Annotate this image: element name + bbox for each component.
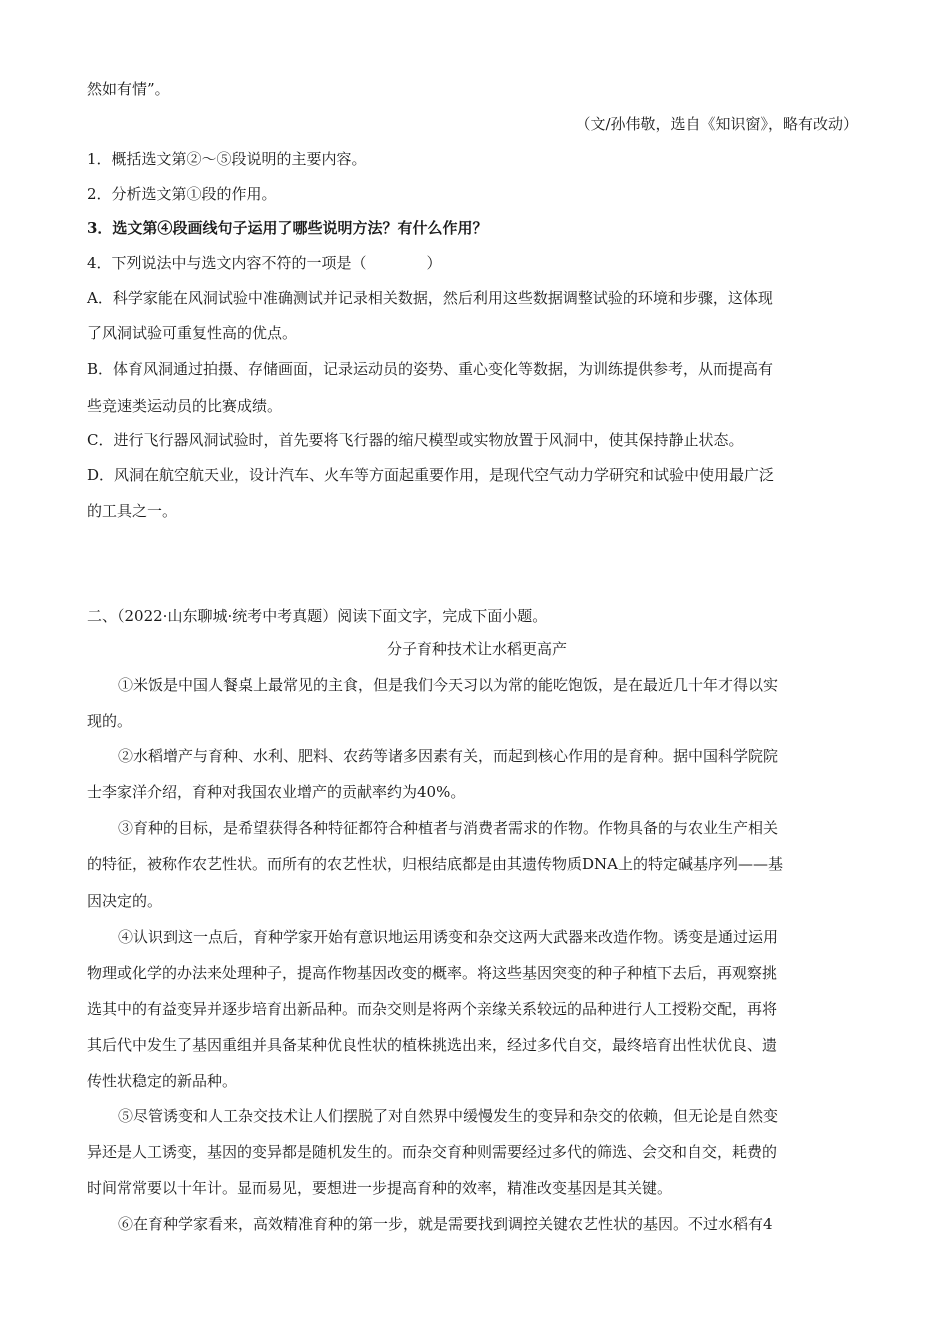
- article-title: 分子育种技术让水稻更高产: [386, 640, 567, 658]
- question-1: 1．概括选文第②～⑤段说明的主要内容。: [87, 150, 367, 168]
- paragraph-2: ②水稻增产与育种、水利、肥料、农药等诸多因素有关，而起到核心作用的是育种。据中国科学院院: [118, 747, 779, 765]
- paragraph-5: ⑤尽管诱变和人工杂交技术让人们摆脱了对自然界中缓慢发生的变异和杂交的依赖，但无论是自然变: [118, 1107, 779, 1125]
- paragraph-5-cont: 异还是人工诱变，基因的变异都是随机发生的。而杂交育种则需要经过多代的筛选、会交和自交，耗费的: [87, 1143, 778, 1161]
- option-a-cont: 了风洞试验可重复性高的优点。: [87, 324, 298, 342]
- paragraph-2-cont: 士李家洋介绍，育种对我国农业增产的贡献率约为40%。: [87, 783, 466, 801]
- paragraph-5-cont: 时间常常要以十年计。显而易见，要想进一步提高育种的效率，精准改变基因是其关键。: [87, 1179, 673, 1197]
- option-d: D．风洞在航空航天业，设计汽车、火车等方面起重要作用，是现代空气动力学研究和试验中使用最广泛: [87, 466, 775, 484]
- paragraph-4-cont: 其后代中发生了基因重组并具备某种优良性状的植株挑选出来，经过多代自交，最终培育出性状优良、遗: [87, 1036, 778, 1054]
- option-b-cont: 些竞速类运动员的比赛成绩。: [87, 397, 283, 415]
- paragraph-3: ③育种的目标，是希望获得各种特征都符合种植者与消费者需求的作物。作物具备的与农业生产相关: [118, 819, 779, 837]
- option-b: B．体育风洞通过拍摄、存储画面，记录运动员的姿势、重心变化等数据，为训练提供参考，从而提高有: [87, 360, 774, 378]
- paragraph-1-cont: 现的。: [87, 712, 133, 730]
- paragraph-4-cont: 选其中的有益变异并逐步培育出新品种。而杂交则是将两个亲缘关系较远的品种进行人工授粉交配，再将: [87, 1000, 778, 1018]
- paragraph-4-cont: 物理或化学的办法来处理种子，提高作物基因改变的概率。将这些基因突变的种子种植下去后，再观察挑: [87, 964, 778, 982]
- option-d-cont: 的工具之一。: [87, 502, 178, 520]
- paragraph-6: ⑥在育种学家看来，高效精准育种的第一步，就是需要找到调控关键农艺性状的基因。不过水稻有4: [118, 1215, 773, 1233]
- section-header: 二、（2022·山东聊城·统考中考真题）阅读下面文字，完成下面小题。: [87, 607, 548, 625]
- source-citation: （文/孙伟敬，选自《知识窗》，略有改动）: [575, 115, 858, 133]
- paragraph-1: ①米饭是中国人餐桌上最常见的主食，但是我们今天习以为常的能吃饱饭，是在最近几十年才得以实: [118, 676, 779, 694]
- paragraph-3-cont: 因决定的。: [87, 892, 163, 910]
- passage-tail: 然如有情”。: [87, 80, 170, 98]
- paragraph-4-cont: 传性状稳定的新品种。: [87, 1072, 238, 1090]
- option-c: C．进行飞行器风洞试验时，首先要将飞行器的缩尺模型或实物放置于风洞中，使其保持静止状态。: [87, 431, 744, 449]
- question-3: 3．选文第④段画线句子运用了哪些说明方法？有什么作用？: [87, 219, 488, 237]
- paragraph-3-cont: 的特征，被称作农艺性状。而所有的农艺性状，归根结底都是由其遗传物质DNA上的特定碱基序列——基: [87, 855, 783, 873]
- question-2: 2．分析选文第①段的作用。: [87, 185, 277, 203]
- paragraph-4: ④认识到这一点后，育种学家开始有意识地运用诱变和杂交这两大武器来改造作物。诱变是通过运用: [118, 928, 779, 946]
- question-4: 4．下列说法中与选文内容不符的一项是（ ）: [87, 254, 442, 272]
- option-a: A．科学家能在风洞试验中准确测试并记录相关数据，然后利用这些数据调整试验的环境和步骤，这体现: [87, 289, 773, 307]
